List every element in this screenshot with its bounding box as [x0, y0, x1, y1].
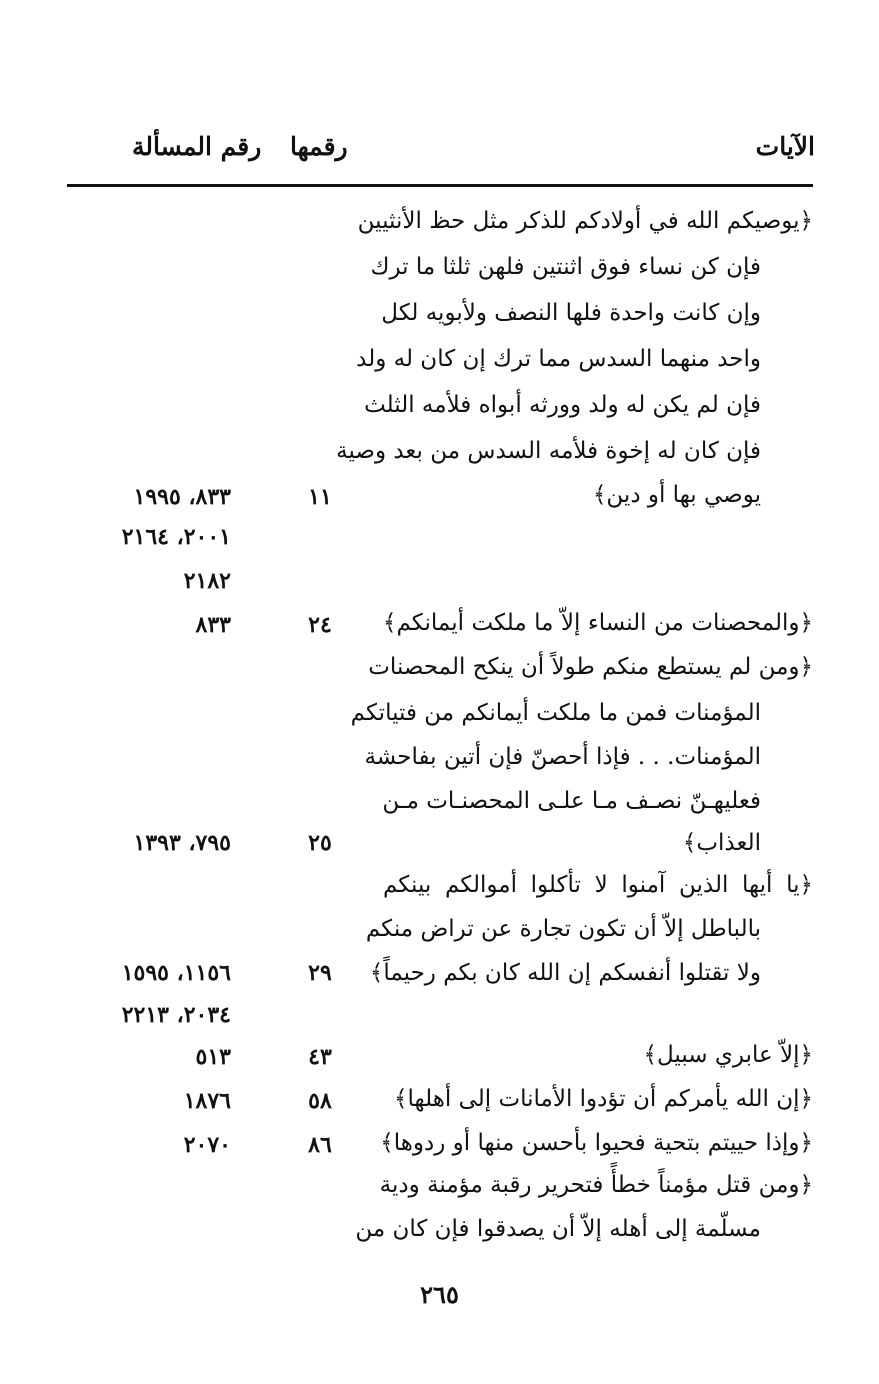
verse-number: ٢٤: [308, 612, 332, 638]
column-header-verses: الآيات: [755, 132, 815, 161]
verse-number: ٥٨: [308, 1088, 332, 1114]
verse-line: مسلّمة إلى أهله إلاّ أن يصدقوا فإن كان من: [355, 1216, 761, 1242]
issue-number-ref: ٢٠٣٤، ٢٢١٣: [121, 1002, 231, 1028]
issue-number-ref: ١١٥٦، ١٥٩٥: [121, 960, 231, 986]
verse-line: فعليهـنّ نصـف مـا علـى المحصنـات مـن: [382, 788, 761, 814]
verse-number: ١١: [308, 484, 332, 510]
verse-number: ٤٣: [308, 1044, 332, 1070]
issue-number-ref: ٨٣٣، ١٩٩٥: [133, 484, 231, 510]
header-divider: [67, 184, 813, 187]
issue-number-ref: ١٨٧٦: [183, 1088, 231, 1114]
verse-line: يوصي بها أو دين﴾: [592, 482, 761, 508]
verse-number: ٢٩: [308, 960, 332, 986]
verse-line: ﴿إلاّ عابري سبيل﴾: [643, 1042, 813, 1068]
verse-line: فإن كان له إخوة فلأمه السدس من بعد وصية: [336, 438, 761, 464]
issue-number-ref: ٥١٣: [195, 1044, 231, 1070]
page-number: ٢٦٥: [420, 1280, 459, 1309]
verse-line: بالباطل إلاّ أن تكون تجارة عن تراض منكم: [365, 916, 761, 942]
verse-line: ﴿يا أيها الذين آمنوا لا تأكلوا أموالكم بينكم: [383, 872, 813, 898]
verse-line: العذاب﴾: [682, 830, 761, 856]
verse-line: واحد منهما السدس مما ترك إن كان له ولد: [356, 346, 761, 372]
verse-line: فإن لم يكن له ولد وورثه أبواه فلأمه الثلث: [364, 392, 761, 418]
verse-line: فإن كن نساء فوق اثنتين فلهن ثلثا ما ترك: [370, 254, 761, 280]
verse-number: ٨٦: [308, 1132, 332, 1158]
verse-number: ٢٥: [308, 830, 332, 856]
verse-line: ﴿وإذا حييتم بتحية فحيوا بأحسن منها أو ردوها﴾: [380, 1130, 813, 1156]
issue-number-ref: ٢٠٧٠: [183, 1132, 231, 1158]
issue-number-ref: ٧٩٥، ١٣٩٣: [133, 830, 231, 856]
issue-number-ref: ٢٠٠١، ٢١٦٤: [121, 524, 231, 550]
verse-line: ﴿يوصيكم الله في أولادكم للذكر مثل حظ الأنثيين: [357, 208, 813, 234]
verse-line: وإن كانت واحدة فلها النصف ولأبويه لكل: [381, 300, 761, 326]
column-header-issue-number: رقم المسألة: [132, 132, 262, 161]
verse-line: ولا تقتلوا أنفسكم إن الله كان بكم رحيماً﴾: [369, 960, 761, 986]
issue-number-ref: ٨٣٣: [195, 612, 231, 638]
verse-line: ﴿والمحصنات من النساء إلاّ ما ملكت أيمانكم﴾: [383, 610, 813, 636]
verse-line: ﴿ومن لم يستطع منكم طولاً أن ينكح المحصنات: [368, 654, 813, 680]
issue-number-ref: ٢١٨٢: [183, 568, 231, 594]
verse-line: المؤمنات. . . فإذا أحصنّ فإن أتين بفاحشة: [364, 744, 761, 770]
verse-line: المؤمنات فمن ما ملكت أيمانكم من فتياتكم: [350, 700, 761, 726]
verse-line: ﴿إن الله يأمركم أن تؤدوا الأمانات إلى أهلها﴾: [394, 1086, 813, 1112]
verse-line: ﴿ومن قتل مؤمناً خطأً فتحرير رقبة مؤمنة ودية: [379, 1172, 813, 1198]
column-header-verse-number: رقمها: [290, 132, 348, 161]
